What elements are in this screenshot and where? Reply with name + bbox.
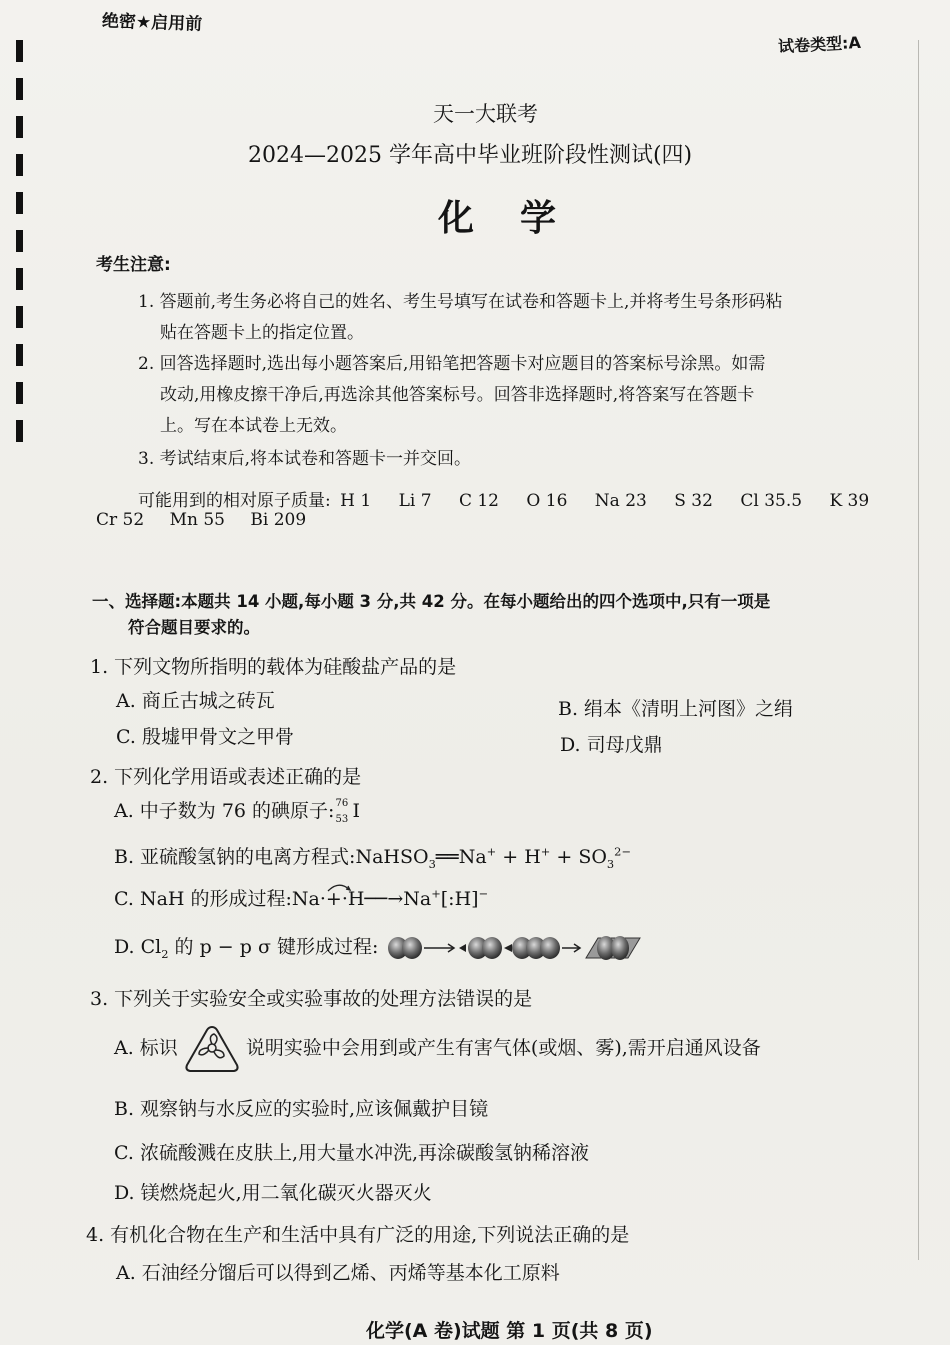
atomic-mass: S 32: [674, 491, 713, 511]
atomic-mass: Bi 209: [250, 510, 307, 530]
ion: + SO: [550, 846, 607, 868]
q2-option-b: [114, 842, 631, 871]
charge: +: [486, 844, 497, 859]
formation-left: Na·: [291, 888, 326, 910]
q2-option-a: [114, 796, 360, 825]
atomic-mass: Cr 52: [96, 510, 145, 530]
atomic-mass: Cl 35.5: [740, 491, 803, 511]
q3-option-d: D. 镁燃烧起火,用二氧化碳灭火器灭火: [114, 1182, 432, 1204]
atomic-mass-line: [138, 486, 869, 511]
margin-fold-line: [918, 40, 919, 1260]
q2-option-a-text: A. 中子数为 76 的碘原子:: [114, 800, 335, 822]
q1-option-c: C. 殷墟甲骨文之甲骨: [116, 726, 294, 748]
q3-option-a-text: 说明实验中会用到或产生有害气体(或烟、雾),需开启通风设备: [245, 1037, 761, 1059]
charge: −: [478, 886, 489, 901]
page-footer: 化学(A 卷)试题 第 1 页(共 8 页): [366, 1320, 653, 1342]
na-ion: Na: [403, 888, 432, 910]
subject-title: 化学: [438, 198, 603, 239]
question-2-stem: 2. 下列化学用语或表述正确的是: [90, 766, 362, 788]
q2-option-c-text: C. NaH 的形成过程:: [114, 888, 292, 910]
atomic-mass: K 39: [829, 491, 870, 511]
subscript: 2: [161, 946, 169, 961]
q2-option-d: [114, 930, 644, 966]
organizer: 天一大联考: [433, 102, 538, 126]
binding-marks: [16, 40, 24, 460]
ventilation-hazard-icon: [184, 1024, 240, 1074]
q3-option-b: B. 观察钠与水反应的实验时,应该佩戴护目镜: [114, 1098, 489, 1120]
hydride-ion: [:H]: [440, 888, 479, 910]
notice-heading: 考生注意:: [96, 255, 171, 275]
equation-sign: ══Na: [435, 846, 487, 868]
electron-transfer-arrow-icon: [326, 882, 352, 892]
question-3-stem: 3. 下列关于实验安全或实验事故的处理方法错误的是: [90, 988, 533, 1010]
atomic-mass: Na 23: [594, 491, 647, 511]
confidential-label: 绝密★启用前: [101, 11, 203, 35]
notice-line: 3. 考试结束后,将本试卷和答题卡一并交回。: [138, 449, 472, 469]
q2-option-d-text: D. Cl: [114, 936, 162, 958]
paper-type-label: 试卷类型:A: [777, 32, 862, 57]
q3-option-a: [114, 1024, 761, 1074]
q4-option-a: A. 石油经分馏后可以得到乙烯、丙烯等基本化工原料: [116, 1262, 560, 1284]
h-atom: +·H: [325, 888, 365, 910]
subscript: 3: [606, 856, 615, 871]
charge: +: [431, 886, 441, 901]
q1-option-b: B. 绢本《清明上河图》之绢: [558, 698, 794, 720]
exam-title: 2024—2025 学年高中毕业班阶段性测试(四): [248, 143, 693, 168]
atomic-number: 53: [335, 814, 349, 825]
notice-line: 2. 回答选择题时,选出每小题答案后,用铅笔把答题卡对应题目的答案标号涂黑。如需: [138, 354, 766, 374]
question-1-stem: 1. 下列文物所指明的载体为硅酸盐产品的是: [90, 656, 457, 678]
p-orbital-overlap-diagram-icon: [384, 930, 644, 966]
atomic-mass-line-2: [96, 510, 306, 530]
atomic-mass-label: 可能用到的相对原子质量:: [138, 491, 331, 511]
atomic-mass: O 16: [526, 491, 568, 511]
isotope-notation: [335, 799, 351, 825]
notice-line: 贴在答题卡上的指定位置。: [160, 323, 364, 343]
question-4-stem: 4. 有机化合物在生产和生活中具有广泛的用途,下列说法正确的是: [86, 1224, 630, 1246]
notice-line: 上。写在本试卷上无效。: [160, 416, 347, 436]
notice-line: 1. 答题前,考生务必将自己的姓名、考生号填写在试卷和答题卡上,并将考生号条形码粘: [138, 292, 783, 312]
charge: +: [540, 844, 551, 859]
q2-option-b-text: B. 亚硫酸氢钠的电离方程式:NaHSO: [114, 846, 429, 868]
q2-option-c: [114, 884, 488, 911]
q1-option-d: D. 司母戊鼎: [560, 734, 663, 756]
mass-number: 76: [335, 798, 349, 809]
q1-option-a: A. 商丘古城之砖瓦: [116, 690, 275, 712]
notice-line: 改动,用橡皮擦干净后,再选涂其他答案标号。回答非选择题时,将答案写在答题卡: [160, 385, 755, 405]
q2-option-d-rest: 的 p − p σ 键形成过程:: [168, 936, 379, 958]
ion: + H: [496, 846, 541, 868]
subscript: 3: [428, 856, 436, 871]
atomic-mass: C 12: [458, 491, 499, 511]
q3-option-c: C. 浓硫酸溅在皮肤上,用大量水冲洗,再涂碳酸氢钠稀溶液: [114, 1142, 590, 1164]
section-heading: 一、选择题:本题共 14 小题,每小题 3 分,共 42 分。在每小题给出的四个选项中,只有一项是: [92, 592, 771, 611]
formation-middle: [326, 888, 365, 910]
section-heading-cont: 符合题目要求的。: [128, 618, 260, 637]
atomic-mass: H 1: [340, 491, 372, 511]
reaction-arrow: ──→: [364, 888, 404, 910]
q3-option-a-prefix: A. 标识: [114, 1037, 178, 1059]
charge: 2−: [614, 844, 631, 859]
element-symbol: I: [352, 800, 360, 822]
atomic-mass: Mn 55: [169, 510, 225, 530]
atomic-mass: Li 7: [398, 491, 432, 511]
